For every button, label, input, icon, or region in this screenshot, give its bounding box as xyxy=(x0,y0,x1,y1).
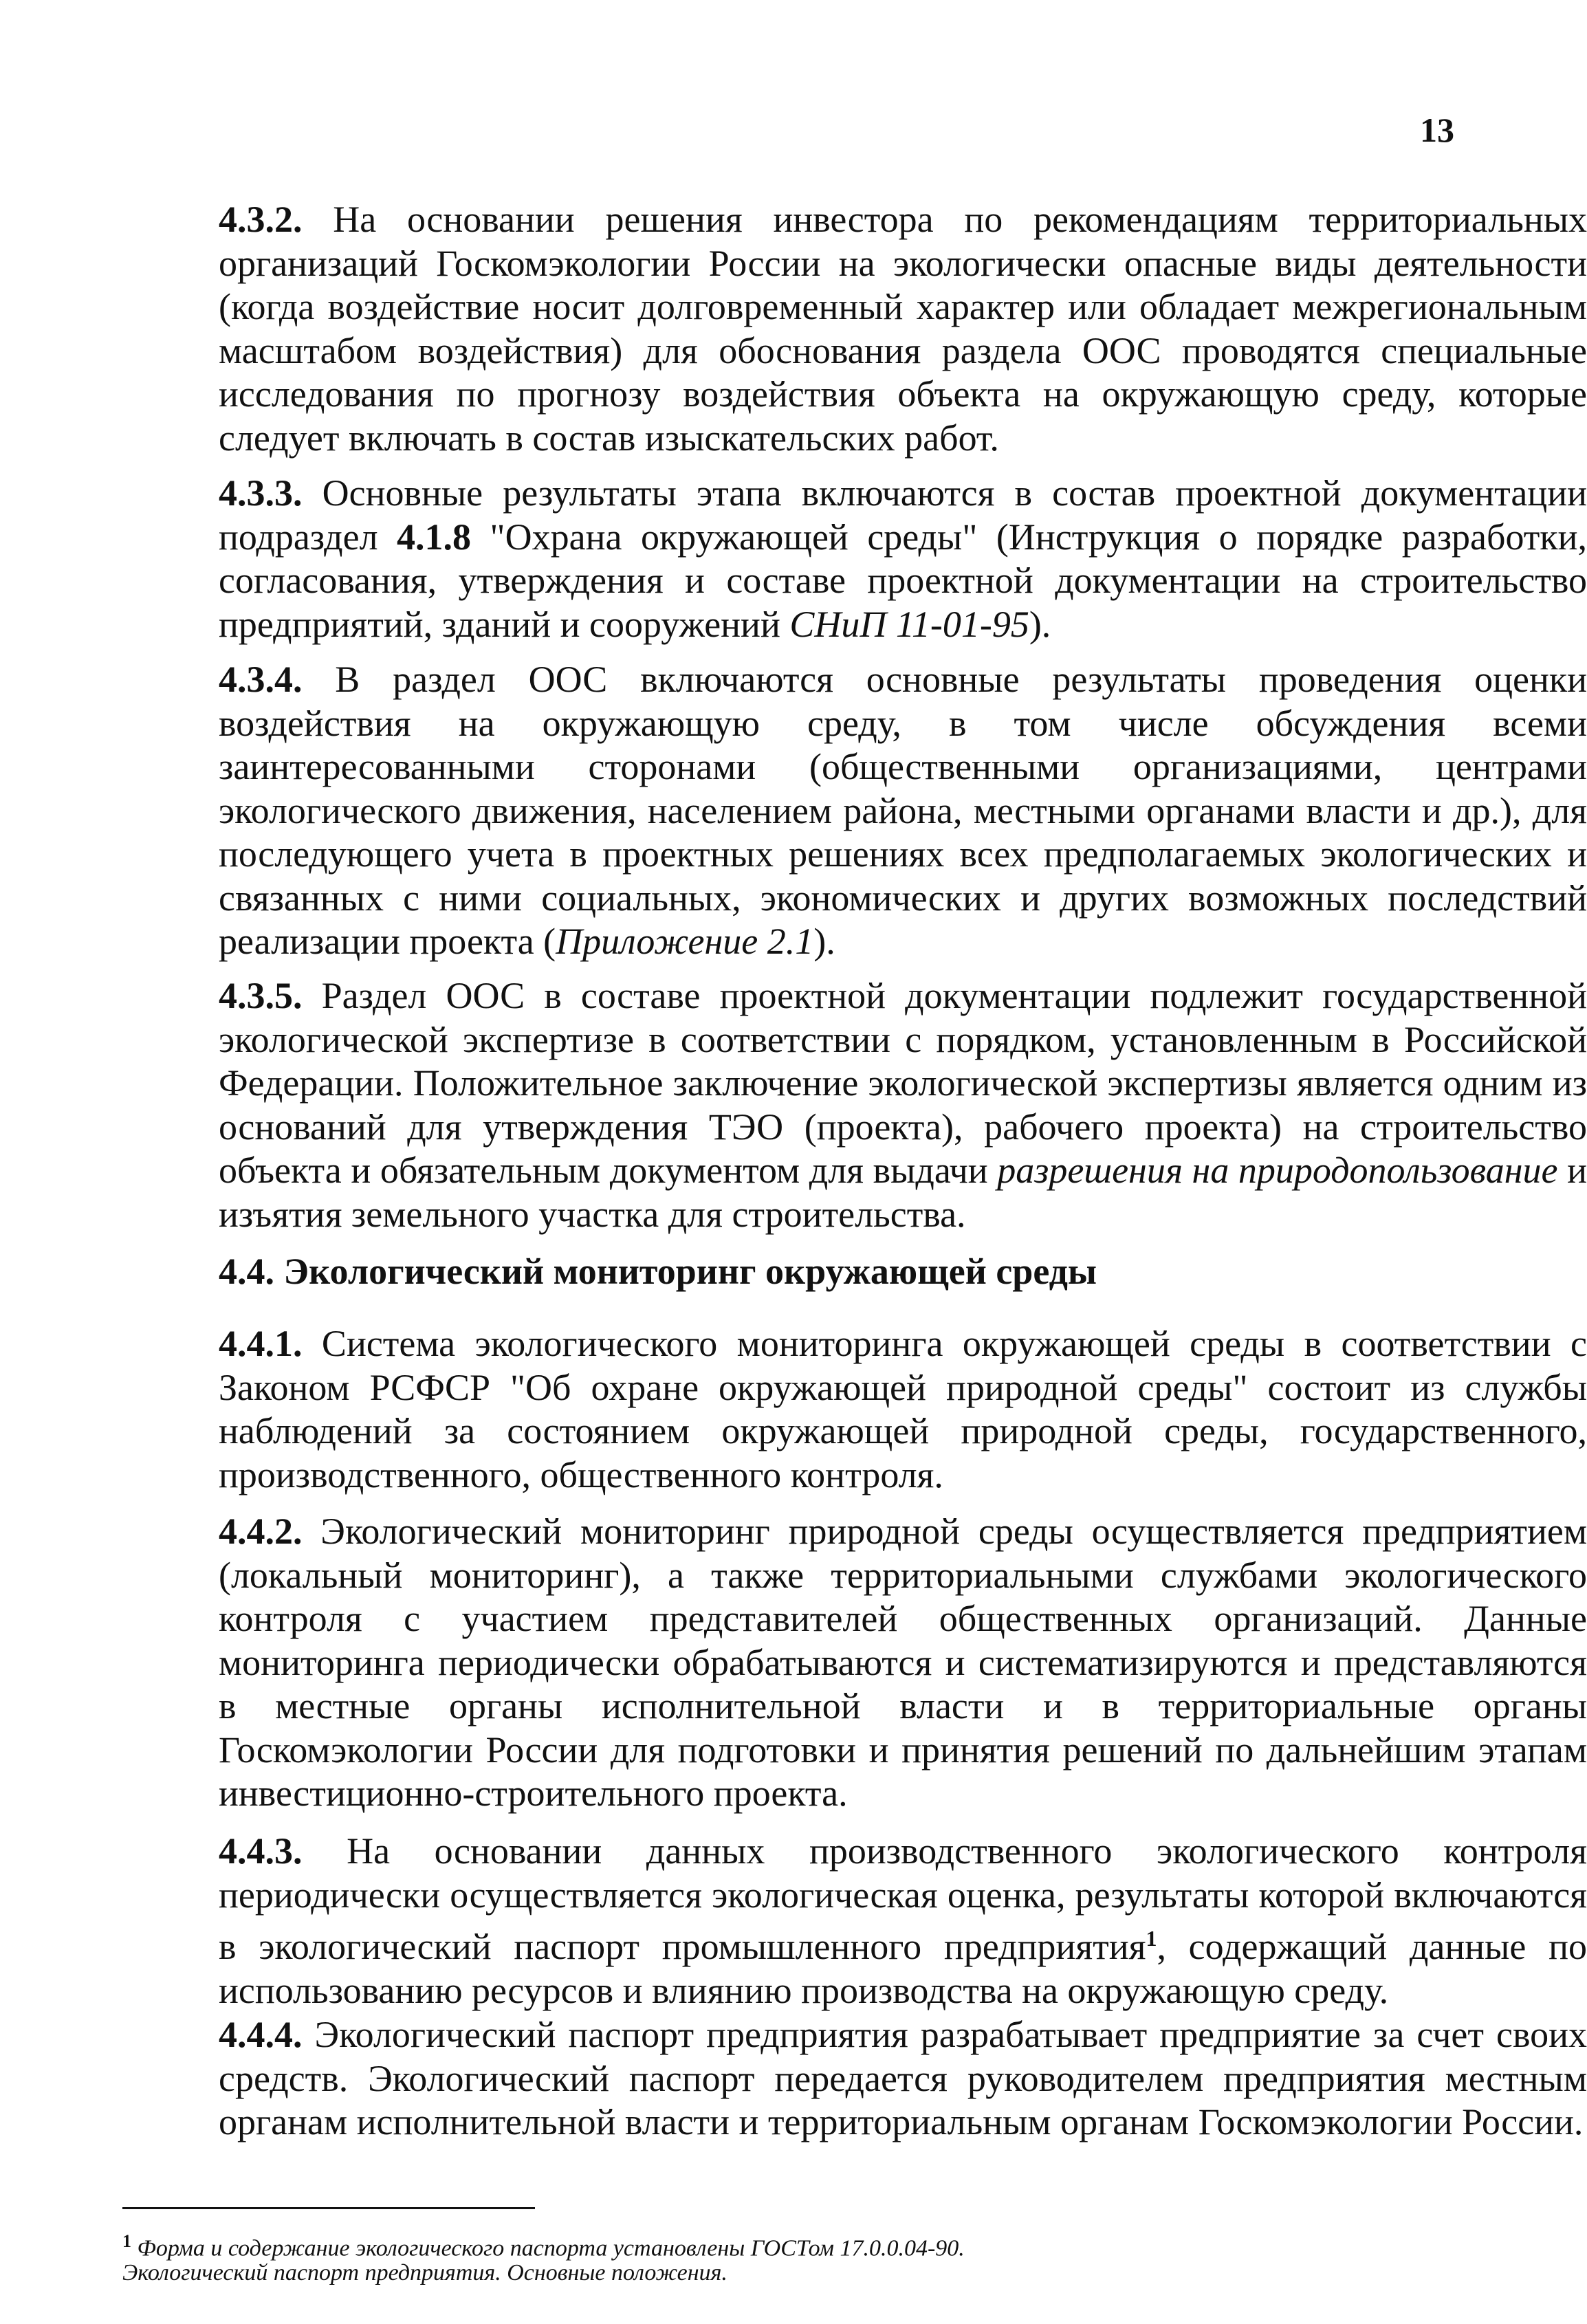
footnote-text: Форма и содержание экологического паспорта установлены ГОСТом 17.0.0.04-90. xyxy=(137,2235,965,2261)
footnote-divider xyxy=(122,2207,535,2209)
paragraph-text: Система экологического мониторинга окружающей среды в соответствии с Законом РСФСР "Об охране окружающей природной среды" состоит из службы наблюдений за состоянием окружающей природной среды, государственного, производственного, общественного контроля. xyxy=(219,1323,1587,1495)
paragraph-text: Раздел ООС в составе проектной документации подлежит государственной экологической экспертизе в соответствии с порядком, установленным в Российской Федерации. Положительное заключение экологической экспертизы является одним из оснований для утверждения ТЭО (проекта), рабочего проекта) на строительство объекта и обязательным документом для выдачи xyxy=(219,975,1587,1191)
footnote-number: 1 xyxy=(122,2231,131,2251)
paragraph-text: Экологический паспорт предприятия разрабатывает предприятие за счет своих средств. Экологический паспорт передается руководителем предприятия местным органам исполнительной власти и территориальным органам Госкомэкологии России. xyxy=(219,2014,1587,2142)
paragraph-number: 4.4.2. xyxy=(219,1511,303,1552)
section-heading-4-4: 4.4. Экологический мониторинг окружающей среды xyxy=(219,1251,1097,1292)
paragraph-4-3-2 xyxy=(116,198,1587,460)
section-reference: 4.1.8 xyxy=(397,516,472,558)
paragraph-4-3-3 xyxy=(116,472,1587,646)
paragraph-number: 4.3.5. xyxy=(219,975,303,1016)
footnote-line-2 xyxy=(122,2258,1498,2288)
paragraph-text: Экологический мониторинг природной среды осуществляется предприятием (локальный мониторинг), а также территориальными службами экологического контроля с участием представителей общественных организаций. Данные мониторинга периодически обрабатываются и систематизируются и представляются в местные органы исполнительной власти и в территориальные органы Госкомэкологии России для подготовки и принятия решений по дальнейшим этапам инвестиционно-строительного проекта. xyxy=(219,1511,1587,1814)
paragraph-number: 4.4.1. xyxy=(219,1323,303,1364)
paragraph-text: , содержащий данные по использованию ресурсов и влиянию производства на окружающую среду. xyxy=(219,1926,1587,2011)
paragraph-4-4-2 xyxy=(116,1510,1587,1816)
paragraph-text: На основании данных производственного экологического контроля периодически осуществляется экологическая оценка, результаты которой включаются в экологический паспорт промышленного предприятия xyxy=(219,1830,1587,1967)
paragraph-4-3-4 xyxy=(116,658,1587,964)
paragraph-text: ). xyxy=(813,921,835,962)
paragraph-text: "Охрана окружающей среды" (Инструкция о порядке разработки, согласования, утверждения и составе проектной документации на строительство предприятий, зданий и сооружений xyxy=(219,516,1587,645)
paragraph-number: 4.4.4. xyxy=(219,2014,303,2055)
paragraph-text: Основные результаты этапа включаются в состав проектной документации подраздел xyxy=(219,472,1587,558)
paragraph-text: В раздел ООС включаются основные результаты проведения оценки воздействия на окружающую среду, в том числе обсуждения всеми заинтересованными сторонами (общественными организациями, центрами экологического движения, населением района, местными органами власти и др.), для последующего учета в проектных решениях всех предполагаемых экологических и связанных с ними социальных, экономических и других возможных последствий реализации проекта ( xyxy=(219,659,1587,962)
page-number: 13 xyxy=(1420,111,1454,149)
italic-term: разрешения на природопользование xyxy=(997,1150,1558,1191)
appendix-reference: Приложение 2.1 xyxy=(556,921,814,962)
paragraph-text: ). xyxy=(1029,603,1051,645)
paragraph-4-4-3 xyxy=(116,1830,1587,2013)
paragraph-text: На основании решения инвестора по рекомендациям территориальных организаций Госкомэкологии России на экологически опасные виды деятельности (когда воздействие носит долговременный характер или обладает межрегиональным масштабом воздействия) для обоснования раздела ООС проводятся специальные исследования по прогнозу воздействия объекта на окружающую среду, которые следует включать в состав изыскательских работ. xyxy=(219,199,1587,459)
paragraph-number: 4.3.3. xyxy=(219,472,303,514)
paragraph-number: 4.3.2. xyxy=(219,199,303,240)
paragraph-4-3-5 xyxy=(116,974,1587,1236)
paragraph-4-4-4 xyxy=(116,2013,1587,2145)
paragraph-number: 4.3.4. xyxy=(219,659,303,700)
paragraph-4-4-1 xyxy=(116,1322,1587,1497)
footnote-text: Экологический паспорт предприятия. Основные положения. xyxy=(122,2260,727,2285)
standard-reference: СНиП 11-01-95 xyxy=(789,603,1029,645)
paragraph-number: 4.4.3. xyxy=(219,1830,303,1872)
paragraph-text: и изъятия земельного участка для строительства. xyxy=(219,1150,1587,1235)
footnote-marker[interactable]: 1 xyxy=(1146,1926,1157,1951)
